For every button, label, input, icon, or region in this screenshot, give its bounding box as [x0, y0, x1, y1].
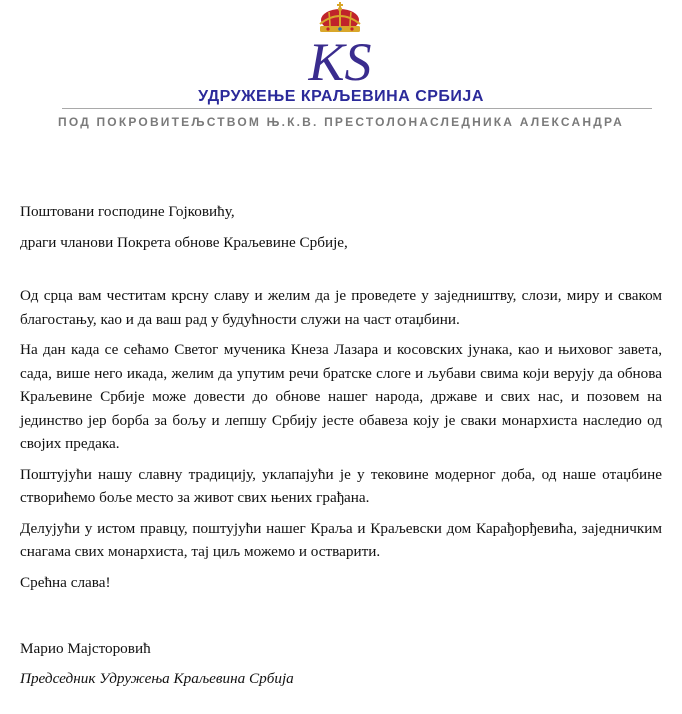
paragraph: На дан када се сећамо Светог мученика Кнеза Лазара и косовских јунака, као и њиховог завета, сада, више него икада, желим да упутим речи братске слоге и љубави свима који верују да обнова Краљевине Србије може довести до обнове нашег народа, државе и свих нас, и позовем на јединство јер борба за бољу и лепшу Србију јесте обавеза коју је сваки монархиста наследио од својих предака.	[20, 341, 662, 452]
paragraph: Поштујући нашу славну традицију, уклапајући је у тековине модерног доба, од наше отаџбине створићемо боље место за живот свих њених грађана.	[20, 465, 662, 506]
signatory-name: Марио Мајсторовић	[20, 640, 151, 657]
closing-line: Срећна слава!	[20, 573, 111, 591]
header-divider	[62, 108, 652, 109]
organization-name: УДРУЖЕЊЕ КРАЉЕВИНА СРБИЈА	[198, 88, 484, 105]
signature-block	[20, 637, 294, 690]
signatory-title: Председник Удружења Краљевина Србија	[20, 670, 294, 687]
letter-body	[20, 200, 662, 594]
paragraph: Од срца вам честитам крсну славу и желим да је проведете у заједништву, слози, миру и сваком благостању, као и да ваш рад у будућности служи на част отаџбини.	[20, 287, 662, 328]
monogram-logo	[300, 30, 380, 90]
paragraph: Делујући у истом правцу, поштујући нашег Краља и Краљевски дом Карађорђевића, заједничким снагама свих монархиста, тај циљ можемо и остварити.	[20, 519, 662, 560]
patronage-line: ПОД ПОКРОВИТЕЉСТВОМ Њ.К.В. ПРЕСТОЛОНАСЛЕДНИКА АЛЕКСАНДРА	[58, 115, 624, 129]
letterhead	[0, 0, 682, 140]
salutation-line-1: Поштовани господине Гојковићу,	[20, 203, 235, 220]
salutation-line-2: драги чланови Покрета обнове Краљевине Србије,	[20, 233, 348, 251]
svg-text:KS: KS	[308, 32, 372, 90]
